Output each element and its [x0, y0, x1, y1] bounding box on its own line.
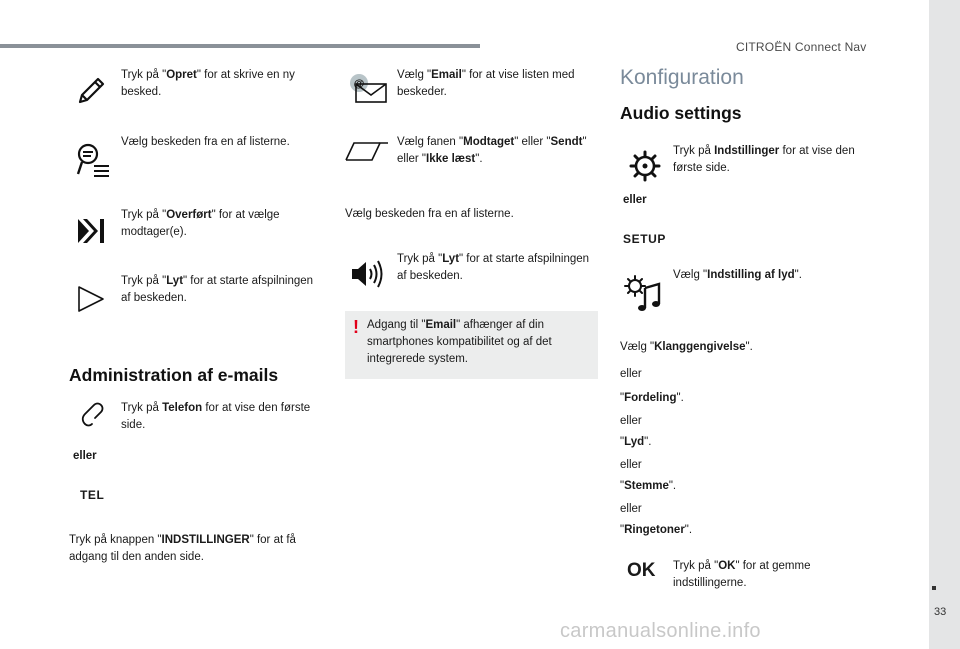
col1-phone-text: Tryk på Telefon for at vise den første side. — [121, 402, 311, 431]
col1-compose-text: Tryk på "Opret" for at skrive en ny besked. — [121, 69, 295, 98]
warning-icon: ! — [353, 317, 359, 337]
col3-settings-text: Tryk på Indstillinger for at vise den første side. — [673, 145, 855, 174]
email-icon — [348, 72, 388, 104]
col1-forward-text: Tryk på "Overført" for at vælge modtager(e). — [121, 209, 280, 238]
option-or-2: eller — [620, 415, 642, 427]
phone-icon — [80, 402, 104, 428]
col1-listen-text: Tryk på "Lyt" for at starte afspilningen af beskeden. — [121, 275, 314, 304]
top-rule — [0, 44, 480, 48]
email-admin-heading: Administration af e-mails — [69, 365, 279, 385]
play-icon — [76, 284, 106, 314]
pencil-icon — [76, 74, 108, 106]
option-or-4: eller — [620, 503, 642, 515]
configuration-title: Konfiguration — [620, 66, 744, 89]
note-box — [345, 311, 598, 379]
speaker-icon — [350, 258, 384, 290]
option-fordeling: "Fordeling". — [620, 392, 684, 404]
tel-button-label: TEL — [80, 488, 105, 502]
col2-select-text: Vælg beskeden fra en af listerne. — [345, 208, 514, 220]
sound-settings-icon — [623, 274, 663, 312]
col1-or-label: eller — [73, 450, 97, 462]
note-text: Adgang til "Email" afhænger af din smartphones kompatibilitet og af det integrerede system. — [367, 319, 552, 365]
page-side-tab — [929, 0, 960, 649]
col1-select-text: Vælg beskeden fra en af listerne. — [121, 136, 290, 148]
message-list-icon — [74, 140, 112, 180]
col2-listen-text: Tryk på "Lyt" for at starte afspilningen af beskeden. — [397, 253, 590, 282]
forward-icon — [76, 216, 106, 246]
col3-sound-text: Vælg "Indstilling af lyd". — [673, 269, 802, 281]
col1-settings-text: Tryk på knappen "INDSTILLINGER" for at få adgang til den anden side. — [69, 534, 296, 563]
col3-select-text: Vælg "Klanggengivelse". — [620, 341, 753, 353]
watermark: carmanualsonline.info — [560, 620, 761, 642]
option-or-3: eller — [620, 459, 642, 471]
option-ringetoner: "Ringetoner". — [620, 524, 693, 536]
audio-settings-heading: Audio settings — [620, 103, 742, 123]
option-stemme: "Stemme". — [620, 480, 677, 492]
col2-tab-text: Vælg fanen "Modtaget" eller "Sendt" eller "Ikke læst". — [397, 136, 587, 165]
col3-or-label: eller — [623, 194, 647, 206]
col2-email-text: Vælg "Email" for at vise listen med beskeder. — [397, 69, 575, 98]
col3-ok-text: Tryk på "OK" for at gemme indstillingerne. — [673, 560, 811, 589]
option-or-1: eller — [620, 368, 642, 380]
tab-icon — [344, 140, 390, 162]
ok-button-label: OK — [627, 560, 656, 581]
gear-icon — [629, 150, 661, 182]
svg-text:@: @ — [353, 78, 365, 90]
option-lyd: "Lyd". — [620, 436, 652, 448]
page-number: 33 — [934, 606, 947, 618]
page-marker — [932, 586, 936, 590]
setup-button-label: SETUP — [623, 232, 667, 246]
brand-header: CITROËN Connect Nav — [736, 40, 867, 54]
